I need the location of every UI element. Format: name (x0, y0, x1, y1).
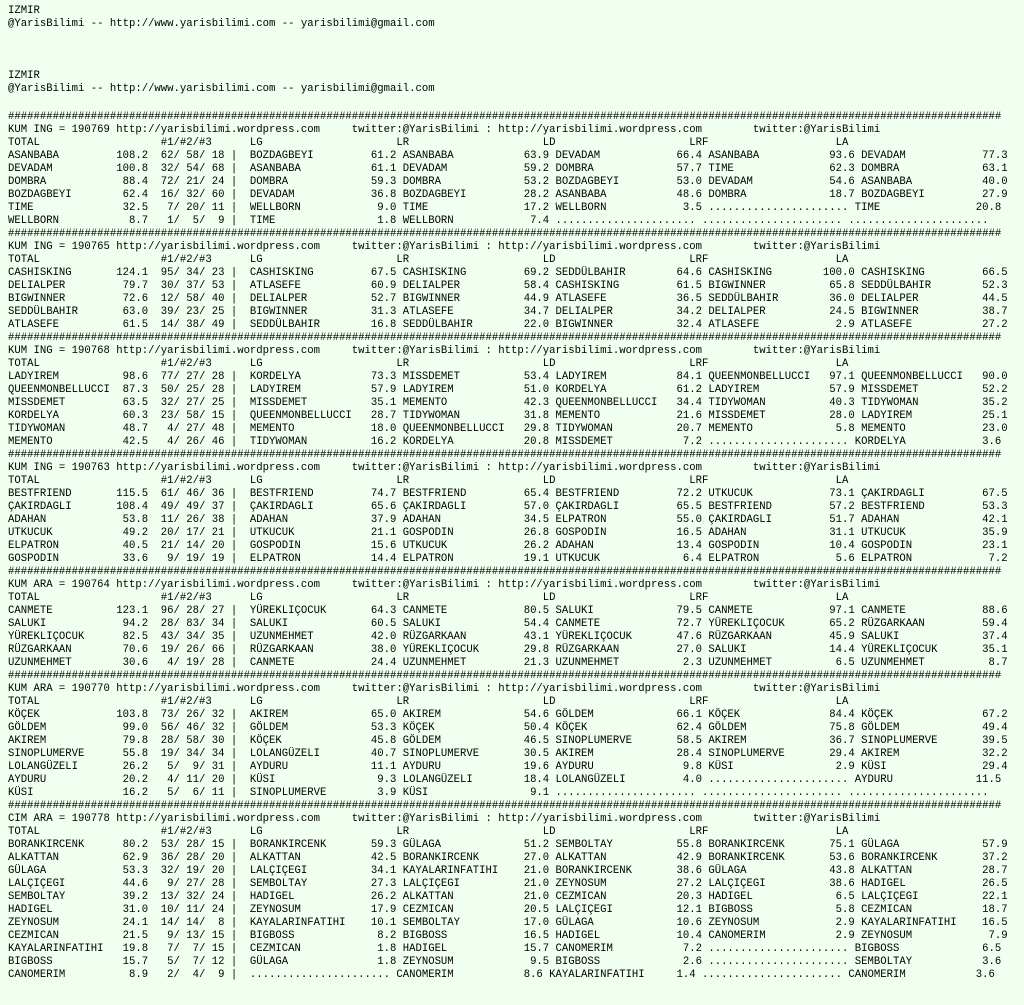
section-divider: ############################################################################################################################################################ (8, 670, 1002, 682)
section-divider: ############################################################################################################################################################ (8, 228, 1002, 240)
horse-row: SEDDÜLBAHIR 63.0 39/ 23/ 25 | BIGWINNER 31.3 ATLASEFE 34.7 DELIALPER 34.2 DELIALPER 24.5 BIGWINNER 38.7 (8, 306, 1008, 318)
column-header-line: TOTAL #1/#2/#3 LG LR LD LRF LA (8, 592, 849, 604)
column-header-line: TOTAL #1/#2/#3 LG LR LD LRF LA (8, 358, 849, 370)
horse-row: BIGBOSS 15.7 5/ 7/ 12 | GÜLAGA 1.8 ZEYNOSUM 9.5 BIGBOSS 2.6 ...................... SEMBOLTAY 3.6 (8, 956, 1002, 968)
race-header-line: KUM ARA = 190764 http://yarisbilimi.wordpress.com twitter:@YarisBilimi : http://yarisbilimi.wordpress.com twitter:@YarisBilimi (8, 579, 881, 591)
horse-row: ELPATRON 40.5 21/ 14/ 20 | GOSPODIN 15.6 UTKUCUK 26.2 ADAHAN 13.4 GOSPODIN 10.4 GOSPODIN 23.1 (8, 540, 1008, 552)
horse-row: UTKUCUK 49.2 20/ 17/ 21 | UTKUCUK 21.1 GOSPODIN 26.8 GOSPODIN 16.5 ADAHAN 31.1 UTKUCUK 35.9 (8, 527, 1008, 539)
race-header-line: KUM ING = 190769 http://yarisbilimi.wordpress.com twitter:@YarisBilimi : http://yarisbilimi.wordpress.com twitter:@YarisBilimi (8, 124, 881, 136)
horse-row: KAYALARINFATIHI 19.8 7/ 7/ 15 | CEZMICAN 1.8 HADIGEL 15.7 CANOMERIM 7.2 ...................... BIGBOSS 6.5 (8, 943, 1002, 955)
horse-row: HADIGEL 31.0 10/ 11/ 24 | ZEYNOSUM 17.9 CEZMICAN 20.5 LALÇIÇEGI 12.1 BIGBOSS 5.8 CEZMICAN 18.7 (8, 904, 1008, 916)
horse-row: AKIREM 79.8 28/ 58/ 30 | KÖÇEK 45.8 GÖLDEM 46.5 SINOPLUMERVE 58.5 AKIREM 36.7 SINOPLUMERVE 39.5 (8, 735, 1008, 747)
column-header-line: TOTAL #1/#2/#3 LG LR LD LRF LA (8, 254, 849, 266)
horse-row: GOSPODIN 33.6 9/ 19/ 19 | ELPATRON 14.4 ELPATRON 19.1 UTKUCUK 6.4 ELPATRON 5.6 ELPATRON 7.2 (8, 553, 1008, 565)
column-header-line: TOTAL #1/#2/#3 LG LR LD LRF LA (8, 137, 849, 149)
race-header-line: KUM ING = 190765 http://yarisbilimi.wordpress.com twitter:@YarisBilimi : http://yarisbilimi.wordpress.com twitter:@YarisBilimi (8, 241, 881, 253)
horse-row: SINOPLUMERVE 55.8 19/ 34/ 34 | LOLANGÜZELI 40.7 SINOPLUMERVE 30.5 AKIREM 28.4 SINOPLUMERVE 29.4 AKIREM 32.2 (8, 748, 1008, 760)
section-divider: ############################################################################################################################################################ (8, 449, 1002, 461)
column-header-line: TOTAL #1/#2/#3 LG LR LD LRF LA (8, 696, 849, 708)
horse-row: ALKATTAN 62.9 36/ 28/ 20 | ALKATTAN 42.5 BORANKIRCENK 27.0 ALKATTAN 42.9 BORANKIRCENK 53.6 BORANKIRCENK 37.2 (8, 852, 1008, 864)
horse-row: AYDURU 20.2 4/ 11/ 20 | KÜSI 9.3 LOLANGÜZELI 18.4 LOLANGÜZELI 4.0 ...................... AYDURU 11.5 (8, 774, 1002, 786)
horse-row: BIGWINNER 72.6 12/ 58/ 40 | DELIALPER 52.7 BIGWINNER 44.9 ATLASEFE 36.5 SEDDÜLBAHIR 36.0 DELIALPER 44.5 (8, 293, 1008, 305)
horse-row: DOMBRA 88.4 72/ 21/ 24 | DOMBRA 59.3 DOMBRA 53.2 BOZDAGBEYI 53.0 DEVADAM 54.6 ASANBABA 40.0 (8, 176, 1008, 188)
horse-row: KÜSI 16.2 5/ 6/ 11 | SINOPLUMERVE 3.9 KÜSI 9.1 ...................... ...................... ...................... (8, 787, 989, 799)
horse-row: BESTFRIEND 115.5 61/ 46/ 36 | BESTFRIEND 74.7 BESTFRIEND 65.4 BESTFRIEND 72.2 UTKUCUK 73.1 ÇAKIRDAGLI 67.5 (8, 488, 1008, 500)
horse-row: GÜLAGA 53.3 32/ 19/ 20 | LALÇIÇEGI 34.1 KAYALARINFATIHI 21.0 BORANKIRCENK 38.6 GÜLAGA 43.8 ALKATTAN 28.7 (8, 865, 1008, 877)
section-divider: ############################################################################################################################################################ (8, 332, 1002, 344)
horse-row: ASANBABA 108.2 62/ 58/ 18 | BOZDAGBEYI 61.2 ASANBABA 63.9 DEVADAM 66.4 ASANBABA 93.6 DEVADAM 77.3 (8, 150, 1008, 162)
horse-row: MEMENTO 42.5 4/ 26/ 46 | TIDYWOMAN 16.2 KORDELYA 20.8 MISSDEMET 7.2 ...................... KORDELYA 3.6 (8, 436, 1002, 448)
horse-row: BOZDAGBEYI 62.4 16/ 32/ 60 | DEVADAM 36.8 BOZDAGBEYI 28.2 ASANBABA 48.6 DOMBRA 18.7 BOZDAGBEYI 27.9 (8, 189, 1008, 201)
horse-row: SEMBOLTAY 39.2 13/ 32/ 24 | HADIGEL 26.2 ALKATTAN 21.0 CEZMICAN 20.3 HADIGEL 6.5 LALÇIÇEGI 22.1 (8, 891, 1008, 903)
section-divider: ############################################################################################################################################################ (8, 800, 1002, 812)
horse-row: GÖLDEM 99.0 56/ 46/ 32 | GÖLDEM 53.3 KÖÇEK 50.4 KÖÇEK 62.4 GÖLDEM 75.8 GÖLDEM 49.4 (8, 722, 1008, 734)
horse-row: LOLANGÜZELI 26.2 5/ 9/ 31 | AYDURU 11.1 AYDURU 19.6 AYDURU 9.8 KÜSI 2.9 KÜSI 29.4 (8, 761, 1008, 773)
horse-row: KORDELYA 60.3 23/ 58/ 15 | QUEENMONBELLUCCI 28.7 TIDYWOMAN 31.8 MEMENTO 21.6 MISSDEMET 28.0 LADYIREM 25.1 (8, 410, 1008, 422)
horse-row: CASHISKING 124.1 95/ 34/ 23 | CASHISKING 67.5 CASHISKING 69.2 SEDDÜLBAHIR 64.6 CASHISKING 100.0 CASHISKING 66.5 (8, 267, 1008, 279)
horse-row: CANMETE 123.1 96/ 28/ 27 | YÜREKLIÇOCUK 64.3 CANMETE 80.5 SALUKI 79.5 CANMETE 97.1 CANMETE 88.6 (8, 605, 1008, 617)
section-divider: ############################################################################################################################################################ (8, 111, 1002, 123)
track-title: IZMIR (8, 70, 40, 82)
contact-line: @YarisBilimi -- http://www.yarisbilimi.com -- yarisbilimi@gmail.com (8, 83, 435, 95)
horse-row: SALUKI 94.2 28/ 83/ 34 | SALUKI 60.5 SALUKI 54.4 CANMETE 72.7 YÜREKLIÇOCUK 65.2 RÜZGARKAAN 59.4 (8, 618, 1008, 630)
horse-row: YÜREKLIÇOCUK 82.5 43/ 34/ 35 | UZUNMEHMET 42.0 RÜZGARKAAN 43.1 YÜREKLIÇOCUK 47.6 RÜZGARKAAN 45.9 SALUKI 37.4 (8, 631, 1008, 643)
horse-row: RÜZGARKAAN 70.6 19/ 26/ 66 | RÜZGARKAAN 38.0 YÜREKLIÇOCUK 29.8 RÜZGARKAAN 27.0 SALUKI 14.4 YÜREKLIÇOCUK 35.1 (8, 644, 1008, 656)
track-title: IZMIR (8, 5, 40, 17)
horse-row: ADAHAN 53.8 11/ 26/ 38 | ADAHAN 37.9 ADAHAN 34.5 ELPATRON 55.0 ÇAKIRDAGLI 51.7 ADAHAN 42.1 (8, 514, 1008, 526)
horse-row: TIDYWOMAN 48.7 4/ 27/ 48 | MEMENTO 18.0 QUEENMONBELLUCCI 29.8 TIDYWOMAN 20.7 MEMENTO 5.8 MEMENTO 23.0 (8, 423, 1008, 435)
horse-row: MISSDEMET 63.5 32/ 27/ 25 | MISSDEMET 35.1 MEMENTO 42.3 QUEENMONBELLUCCI 34.4 TIDYWOMAN 40.3 TIDYWOMAN 35.2 (8, 397, 1008, 409)
race-header-line: KUM ING = 190763 http://yarisbilimi.wordpress.com twitter:@YarisBilimi : http://yarisbilimi.wordpress.com twitter:@YarisBilimi (8, 462, 881, 474)
column-header-line: TOTAL #1/#2/#3 LG LR LD LRF LA (8, 475, 849, 487)
race-header-line: KUM ARA = 190770 http://yarisbilimi.wordpress.com twitter:@YarisBilimi : http://yarisbilimi.wordpress.com twitter:@YarisBilimi (8, 683, 881, 695)
horse-row: DELIALPER 79.7 30/ 37/ 53 | ATLASEFE 60.9 DELIALPER 58.4 CASHISKING 61.5 BIGWINNER 65.8 SEDDÜLBAHIR 52.3 (8, 280, 1008, 292)
horse-row: WELLBORN 8.7 1/ 5/ 9 | TIME 1.8 WELLBORN 7.4 ...................... ...................... ...................... (8, 215, 989, 227)
horse-row: DEVADAM 100.8 32/ 54/ 68 | ASANBABA 61.1 DEVADAM 59.2 DOMBRA 57.7 TIME 62.3 DOMBRA 63.1 (8, 163, 1008, 175)
horse-row: UZUNMEHMET 30.6 4/ 19/ 28 | CANMETE 24.4 UZUNMEHMET 21.3 UZUNMEHMET 2.3 UZUNMEHMET 6.5 UZUNMEHMET 8.7 (8, 657, 1008, 669)
horse-row: ATLASEFE 61.5 14/ 38/ 49 | SEDDÜLBAHIR 16.8 SEDDÜLBAHIR 22.0 BIGWINNER 32.4 ATLASEFE 2.9 ATLASEFE 27.2 (8, 319, 1008, 331)
horse-row: CANOMERIM 8.9 2/ 4/ 9 | ...................... CANOMERIM 8.6 KAYALARINFATIHI 1.4 ...................... CANOMERIM 3.6 (8, 969, 995, 981)
horse-row: KÖÇEK 103.8 73/ 26/ 32 | AKIREM 65.0 AKIREM 54.6 GÖLDEM 66.1 KÖÇEK 84.4 KÖÇEK 67.2 (8, 709, 1008, 721)
horse-row: CEZMICAN 21.5 9/ 13/ 15 | BIGBOSS 8.2 BIGBOSS 16.5 HADIGEL 10.4 CANOMERIM 2.9 ZEYNOSUM 7.9 (8, 930, 1008, 942)
horse-row: TIME 32.5 7/ 20/ 11 | WELLBORN 9.0 TIME 17.2 WELLBORN 3.5 ...................... TIME 20.8 (8, 202, 1002, 214)
contact-line: @YarisBilimi -- http://www.yarisbilimi.com -- yarisbilimi@gmail.com (8, 18, 435, 30)
horse-row: ÇAKIRDAGLI 108.4 49/ 49/ 37 | ÇAKIRDAGLI 65.6 ÇAKIRDAGLI 57.0 ÇAKIRDAGLI 65.5 BESTFRIEND 57.2 BESTFRIEND 53.3 (8, 501, 1008, 513)
horse-row: LADYIREM 98.6 77/ 27/ 28 | KORDELYA 73.3 MISSDEMET 53.4 LADYIREM 84.1 QUEENMONBELLUCCI 97.1 QUEENMONBELLUCCI 90.0 (8, 371, 1008, 383)
section-divider: ############################################################################################################################################################ (8, 566, 1002, 578)
horse-row: BORANKIRCENK 80.2 53/ 28/ 15 | BORANKIRCENK 59.3 GÜLAGA 51.2 SEMBOLTAY 55.8 BORANKIRCENK 75.1 GÜLAGA 57.9 (8, 839, 1008, 851)
horse-row: LALÇIÇEGI 44.6 9/ 27/ 28 | SEMBOLTAY 27.3 LALÇIÇEGI 21.0 ZEYNOSUM 27.2 LALÇIÇEGI 38.6 HADIGEL 26.5 (8, 878, 1008, 890)
race-header-line: KUM ING = 190768 http://yarisbilimi.wordpress.com twitter:@YarisBilimi : http://yarisbilimi.wordpress.com twitter:@YarisBilimi (8, 345, 881, 357)
horse-row: QUEENMONBELLUCCI 87.3 50/ 25/ 28 | LADYIREM 57.9 LADYIREM 51.0 KORDELYA 61.2 LADYIREM 57.9 MISSDEMET 52.2 (8, 384, 1008, 396)
horse-row: ZEYNOSUM 24.1 14/ 14/ 8 | KAYALARINFATIHI 10.1 SEMBOLTAY 17.0 GÜLAGA 10.6 ZEYNOSUM 2.9 KAYALARINFATIHI 16.5 (8, 917, 1008, 929)
column-header-line: TOTAL #1/#2/#3 LG LR LD LRF LA (8, 826, 849, 838)
race-header-line: CIM ARA = 190778 http://yarisbilimi.wordpress.com twitter:@YarisBilimi : http://yarisbilimi.wordpress.com twitter:@YarisBilimi (8, 813, 881, 825)
